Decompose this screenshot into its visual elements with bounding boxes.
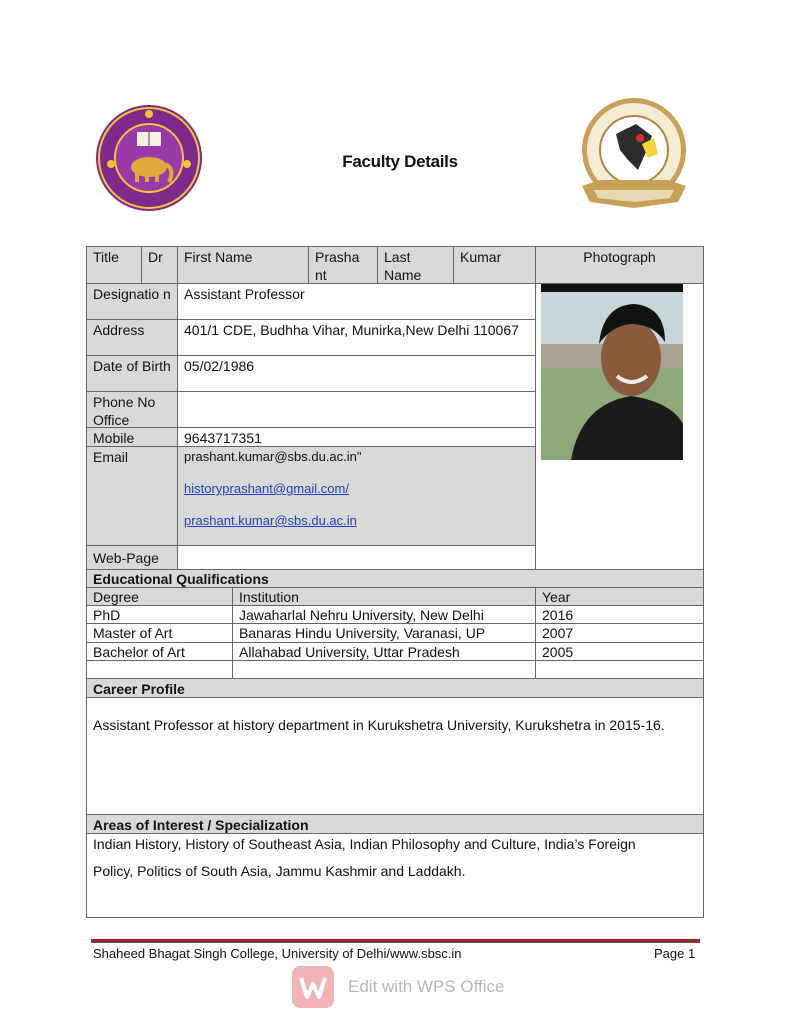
mobile-label: Mobile xyxy=(86,427,178,447)
interests-cell xyxy=(86,833,704,918)
education-header-degree: Degree xyxy=(86,587,233,606)
table-row-institution: Allahabad University, Uttar Pradesh xyxy=(232,642,536,661)
faculty-photo xyxy=(541,284,683,460)
table-row-year: 2007 xyxy=(535,623,704,643)
table-row-degree: Bachelor of Art xyxy=(86,642,233,661)
designation-value: Assistant Professor xyxy=(177,283,536,320)
interests-line-2: Policy, Politics of South Asia, Jammu Kashmir and Laddakh. xyxy=(93,863,466,879)
phone-value xyxy=(177,391,536,428)
table-row-year: 2016 xyxy=(535,605,704,624)
phone-label: Phone No Office xyxy=(86,391,178,428)
page-title: Faculty Details xyxy=(342,152,458,171)
address-value: 401/1 CDE, Budhha Vihar, Munirka,New Delhi 110067 xyxy=(177,319,536,356)
email-link-sbs[interactable]: prashant.kumar@sbs.du.ac.in xyxy=(184,513,357,528)
table-row-degree: Master of Art xyxy=(86,623,233,643)
education-heading: Educational Qualifications xyxy=(86,569,704,588)
last-name-label: Last Name xyxy=(377,246,454,284)
dob-label: Date of Birth xyxy=(86,355,178,392)
footer-college-text: Shaheed Bhagat Singh College, University of Delhi/www.sbsc.in xyxy=(93,946,462,961)
address-label: Address xyxy=(86,319,178,356)
university-of-delhi-logo xyxy=(95,104,203,212)
wps-edit-button[interactable] xyxy=(292,966,532,1008)
title-value: Dr xyxy=(141,246,178,284)
dob-value: 05/02/1986 xyxy=(177,355,536,392)
table-row-year: 2005 xyxy=(535,642,704,661)
table-row-year xyxy=(535,660,704,679)
photograph-label: Photograph xyxy=(535,246,704,284)
wps-edit-text: Edit with WPS Office xyxy=(348,977,505,996)
last-name-value: Kumar xyxy=(453,246,536,284)
sbs-college-logo xyxy=(580,94,688,214)
designation-label: Designatio n xyxy=(86,283,178,320)
education-header-year: Year xyxy=(535,587,704,606)
first-name-label: First Name xyxy=(177,246,309,284)
title-label: Title xyxy=(86,246,142,284)
email-link-gmail[interactable]: historyprashant@gmail.com/ xyxy=(184,481,349,496)
table-row-institution xyxy=(232,660,536,679)
career-text: Assistant Professor at history department in Kurukshetra University, Kurukshetra in 2015-16. xyxy=(86,697,704,815)
footer-page-number: Page 1 xyxy=(654,946,696,961)
email-label: Email xyxy=(86,446,178,546)
table-row-degree xyxy=(86,660,233,679)
webpage-value xyxy=(177,545,536,570)
table-row-institution: Banaras Hindu University, Varanasi, UP xyxy=(232,623,536,643)
interests-heading: Areas of Interest / Specialization xyxy=(86,814,704,834)
webpage-label: Web-Page xyxy=(86,545,178,570)
career-heading: Career Profile xyxy=(86,678,704,698)
table-row-institution: Jawaharlal Nehru University, New Delhi xyxy=(232,605,536,624)
interests-line-1: Indian History, History of Southeast Asia, Indian Philosophy and Culture, India’s Foreign xyxy=(93,836,636,852)
footer-divider-thin xyxy=(91,942,700,943)
email-value-cell xyxy=(177,446,536,546)
wps-logo-icon xyxy=(292,966,334,1008)
table-row-degree: PhD xyxy=(86,605,233,624)
education-header-institution: Institution xyxy=(232,587,536,606)
email-primary: prashant.kumar@sbs.du.ac.in" xyxy=(184,449,362,464)
first-name-value: Prasha nt xyxy=(308,246,378,284)
mobile-value: 9643717351 xyxy=(177,427,536,447)
